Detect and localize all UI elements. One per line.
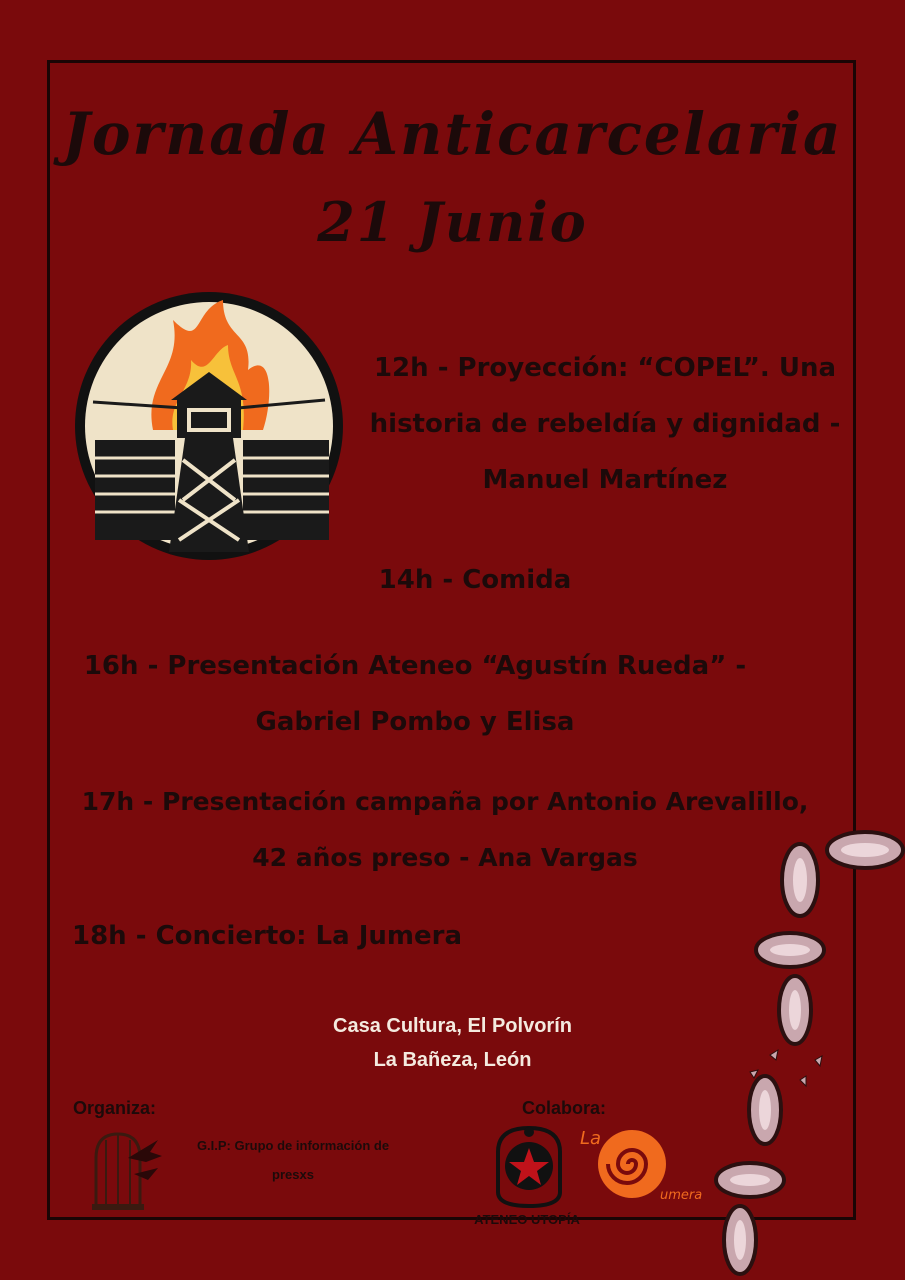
schedule-14h-line1: 14h - Comida xyxy=(378,565,572,595)
colabora-label: Colabora: xyxy=(522,1098,607,1118)
spiral-logo-icon xyxy=(596,1128,668,1200)
poster-title: Jornada Anticarcelaria xyxy=(62,100,843,168)
schedule-16h xyxy=(70,638,760,750)
jumera-rest-text: umera xyxy=(660,1188,703,1203)
organiza-label: Organiza: xyxy=(73,1098,157,1118)
schedule-16h-line2: Gabriel Pombo y Elisa xyxy=(255,707,575,737)
schedule-12h xyxy=(365,340,845,508)
location-line1: Casa Cultura, El Polvorín xyxy=(333,1015,572,1037)
schedule-12h-line2: historia de rebeldía y dignidad - xyxy=(369,409,841,439)
watchtower-emblem-icon xyxy=(73,290,345,562)
organiza-org-name xyxy=(168,1138,418,1182)
ateneo-star-logo-icon xyxy=(488,1122,570,1210)
jumera-la-text: La xyxy=(580,1128,602,1149)
birdcage-logo-icon xyxy=(88,1128,163,1213)
poster-date: 21 Junio xyxy=(317,190,588,254)
location-line2: La Bañeza, León xyxy=(373,1049,532,1071)
organiza-org-line2: presxs xyxy=(272,1167,314,1182)
schedule-18h-line1: 18h - Concierto: La Jumera xyxy=(72,921,462,951)
schedule-17h-line2: 42 años preso - Ana Vargas xyxy=(252,843,638,872)
schedule-12h-line1: 12h - Proyección: “COPEL”. Una xyxy=(373,353,837,383)
schedule-17h-line1: 17h - Presentación campaña por Antonio Arevalillo, xyxy=(81,787,809,816)
organiza-org-line1: G.I.P: Grupo de información de xyxy=(196,1138,390,1153)
schedule-16h-line1: 16h - Presentación Ateneo “Agustín Rueda” - xyxy=(83,651,747,681)
schedule-18h xyxy=(72,908,472,964)
ateneo-name: ATENEO UTOPÍA xyxy=(474,1212,580,1227)
schedule-12h-line3: Manuel Martínez xyxy=(482,465,728,495)
schedule-14h xyxy=(360,552,590,608)
